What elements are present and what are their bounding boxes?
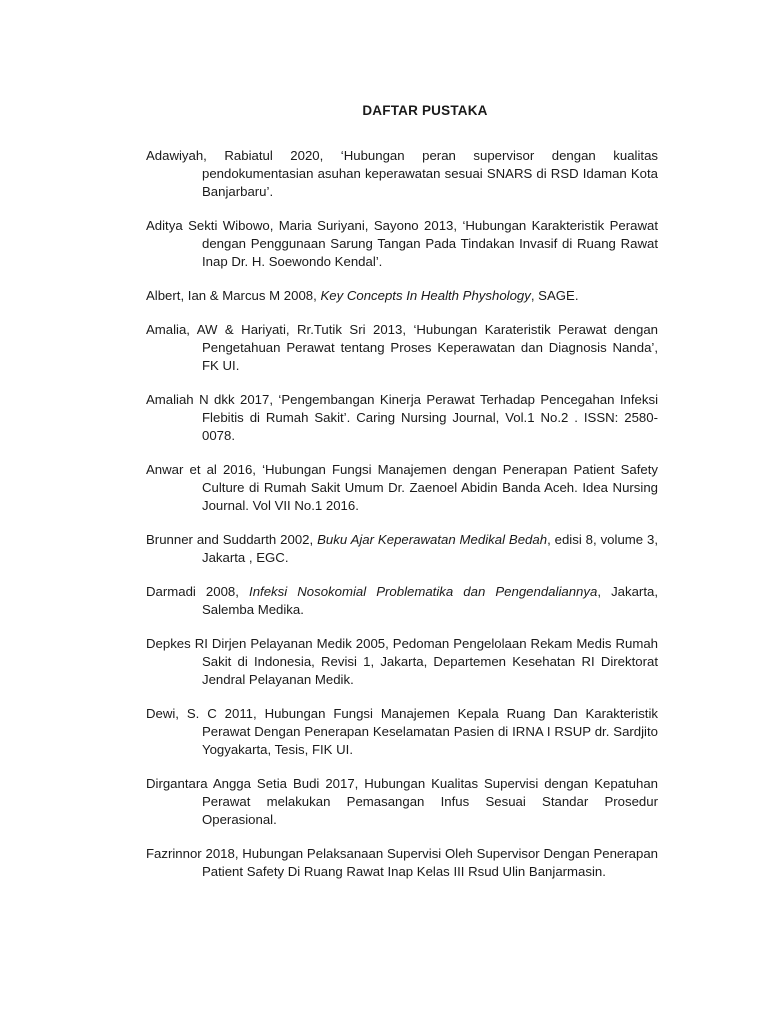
reference-text: Depkes RI Dirjen Pelayanan Medik 2005, Pedoman Pengelolaan Rekam Medis Rumah Sakit di Indonesia, Revisi 1, Jakarta, Departemen Kesehatan RI Direktorat Jendral Pelayanan Medik. xyxy=(146,636,658,687)
reference-text-tail: , Jakarta, Salemba Medika. xyxy=(202,584,658,617)
reference-text-tail: , edisi 8, volume 3, Jakarta , EGC. xyxy=(202,532,659,565)
reference-list xyxy=(146,147,658,897)
reference-text: Amalia, AW & Hariyati, Rr.Tutik Sri 2013, ‘Hubungan Karateristik Perawat dengan Pengetahuan Perawat tentang Proses Keperawatan dan Diagnosis Nanda’, FK UI. xyxy=(146,322,658,373)
reference-text: Amaliah N dkk 2017, ‘Pengembangan Kinerja Perawat Terhadap Pencegahan Infeksi Flebitis di Rumah Sakit’. Caring Nursing Journal, Vol.1 No.2 . ISSN: 2580-0078. xyxy=(146,392,658,443)
reference-item xyxy=(146,321,658,375)
reference-item xyxy=(146,705,658,759)
reference-item xyxy=(146,775,658,829)
reference-text: Dewi, S. C 2011, Hubungan Fungsi Manajemen Kepala Ruang Dan Karakteristik Perawat Dengan Penerapan Keselamatan Pasien di IRNA I RSUP dr. Sardjito Yogyakarta, Tesis, FIK UI. xyxy=(146,706,658,757)
reference-item xyxy=(146,287,658,305)
reference-text-tail: , SAGE. xyxy=(530,288,579,303)
reference-item xyxy=(146,147,658,201)
reference-text: Aditya Sekti Wibowo, Maria Suriyani, Sayono 2013, ‘Hubungan Karakteristik Perawat dengan Penggunaan Sarung Tangan Pada Tindakan Invasif di Ruang Rawat Inap Dr. H. Soewondo Kendal’. xyxy=(146,218,658,269)
page-title: DAFTAR PUSTAKA xyxy=(362,103,488,118)
reference-text: Adawiyah, Rabiatul 2020, ‘Hubungan peran supervisor dengan kualitas pendokumentasian asuhan keperawatan sesuai SNARS di RSD Idaman Kota Banjarbaru’. xyxy=(146,148,658,199)
reference-text: Brunner and Suddarth 2002, xyxy=(146,532,318,547)
reference-title-italic: Buku Ajar Keperawatan Medikal Bedah xyxy=(317,532,548,547)
reference-text: Dirgantara Angga Setia Budi 2017, Hubungan Kualitas Supervisi dengan Kepatuhan Perawat melakukan Pemasangan Infus Sesuai Standar Prosedur Operasional. xyxy=(146,776,658,827)
reference-item xyxy=(146,531,658,567)
reference-item xyxy=(146,635,658,689)
reference-title-italic: Key Concepts In Health Physhology xyxy=(320,288,531,303)
reference-item xyxy=(146,217,658,271)
reference-text: Albert, Ian & Marcus M 2008, xyxy=(146,288,321,303)
reference-text: Darmadi 2008, xyxy=(146,584,250,599)
reference-text: Anwar et al 2016, ‘Hubungan Fungsi Manajemen dengan Penerapan Patient Safety Culture di Rumah Sakit Umum Dr. Zaenoel Abidin Banda Aceh. Idea Nursing Journal. Vol VII No.1 2016. xyxy=(146,462,658,513)
reference-item xyxy=(146,845,658,881)
reference-title-italic: Infeksi Nosokomial Problematika dan Pengendaliannya xyxy=(249,584,598,599)
reference-item xyxy=(146,391,658,445)
reference-text: Fazrinnor 2018, Hubungan Pelaksanaan Supervisi Oleh Supervisor Dengan Penerapan Patient Safety Di Ruang Rawat Inap Kelas III Rsud Ulin Banjarmasin. xyxy=(146,846,658,879)
reference-item xyxy=(146,583,658,619)
reference-item xyxy=(146,461,658,515)
